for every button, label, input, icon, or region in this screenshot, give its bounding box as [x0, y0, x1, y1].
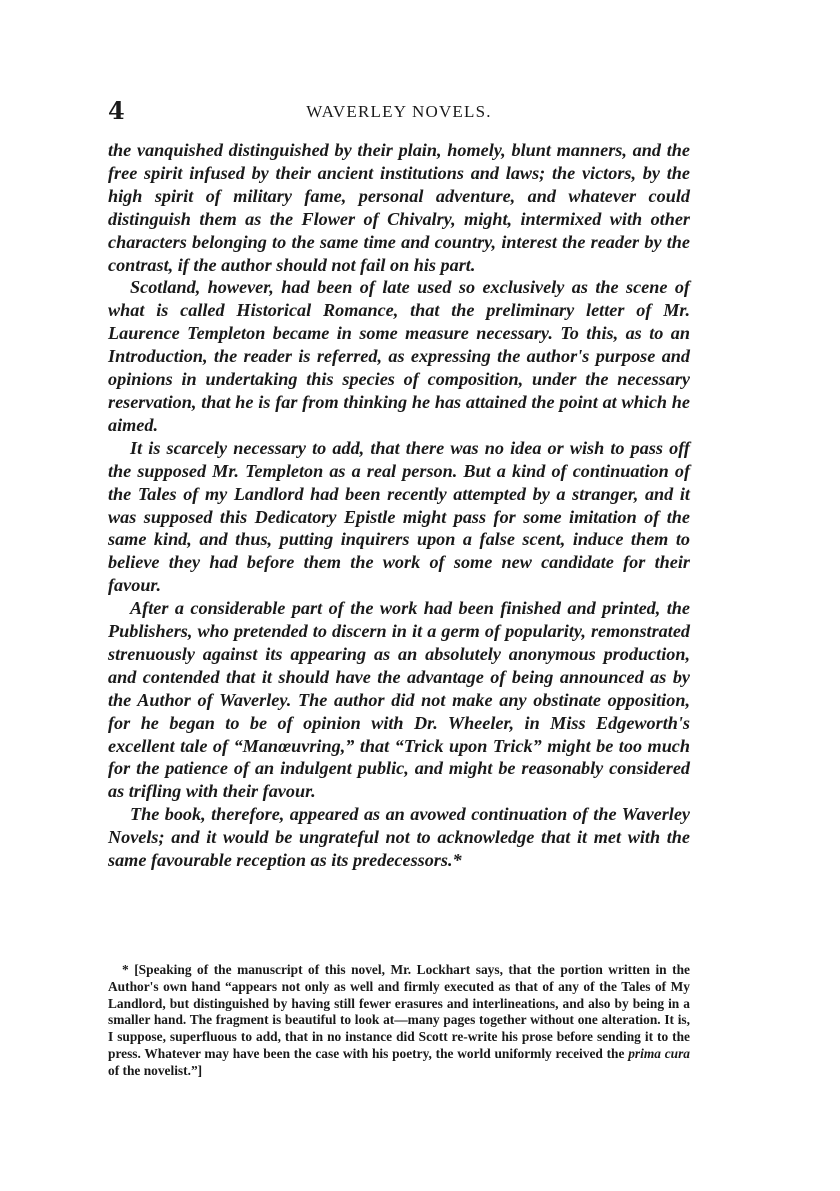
paragraph-reception: The book, therefore, appeared as an avowed continuation of the Waverley Novels; and it would be ungrateful not to acknowledge that it met with the same favourable reception as its predecessors.*: [108, 804, 690, 871]
paragraph-scotland: Scotland, however, had been of late used so exclusively as the scene of what is called Historical Romance, that the preliminary letter of Mr. Laurence Templeton became in some measure necessary. To this, as to an Introduction, the reader is referred, as expressing the author's purpose and opinions in undertaking this species of composition, under the necessary reservation, that he is far from thinking he has attained the point at which he aimed.: [108, 277, 690, 435]
footnote-italic-phrase: prima cura: [628, 1045, 690, 1061]
body-text: [108, 139, 690, 872]
paragraph-templeton: It is scarcely necessary to add, that there was no idea or wish to pass off the supposed Mr. Templeton as a real person. But a kind of continuation of the Tales of my Landlord had been recently attempted by a stranger, and it was supposed this Dedicatory Epistle might pass for some imitation of the same kind, and thus, putting inquirers upon a false scent, induce them to believe they had before them the work of some new candidate for their favour.: [108, 437, 690, 596]
footnote: [108, 962, 690, 1080]
running-head: [108, 96, 690, 126]
page-number: 4: [108, 96, 125, 125]
footnote-text: * [Speaking of the manuscript of this novel, Mr. Lockhart says, that the portion written in the Author's own hand “appears not only as well and firmly executed as that of any of the Tales of My Landlord, but distinguished by having still fewer erasures and interlineations, and also by being in a smaller hand. The fragment is beautiful to look at—many pages together without one alteration. It is, I suppose, superfluous to add, that in no instance did Scott re-write his prose before sending it to the press. Whatever may have been the case with his poetry, the world uniformly received the: [108, 962, 690, 1061]
running-title: WAVERLEY NOVELS.: [306, 102, 492, 121]
paragraph-publishers: After a considerable part of the work had been finished and printed, the Publishers, who pretended to discern in it a germ of popularity, remonstrated strenuously against its appearing as an absolutely anonymous production, and contended that it should have the advantage of being announced as by the Author of Waverley. The author did not make any obstinate opposition, for he began to be of opinion with Dr. Wheeler, in Miss Edgeworth's excellent tale of “Manœuvring,” that “Trick upon Trick” might be too much for the patience of an indulgent public, and might be reasonably considered as trifling with their favour.: [108, 598, 690, 802]
paragraph-continuation: the vanquished distinguished by their plain, homely, blunt manners, and the free spirit infused by their ancient institutions and laws; the victors, by the high spirit of military fame, personal adventure, and whatever could distinguish them as the Flower of Chivalry, might, intermixed with other characters belonging to the same time and country, interest the reader by the contrast, if the author should not fail on his part.: [108, 140, 690, 275]
footnote-text-end: of the novelist.”]: [108, 1062, 203, 1078]
